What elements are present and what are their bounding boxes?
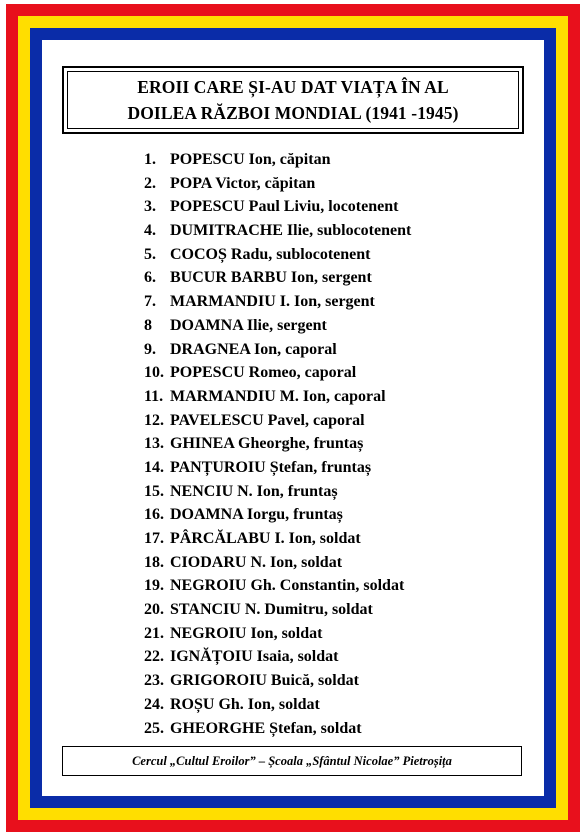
list-item [144, 669, 411, 693]
heroes-list [144, 148, 411, 740]
list-item [144, 361, 411, 385]
list-item [144, 598, 411, 622]
list-item-number: 16. [144, 506, 164, 524]
list-item [144, 195, 411, 219]
list-item [144, 385, 411, 409]
list-item-number: 5. [144, 245, 156, 263]
list-item [144, 314, 411, 338]
list-item-text: IGNĂȚOIU Isaia, soldat [170, 648, 339, 666]
list-item-number: 8 [144, 316, 152, 334]
list-item-text: NEGROIU Ion, soldat [170, 624, 323, 642]
list-item [144, 290, 411, 314]
title-box [62, 66, 524, 134]
list-item-number: 1. [144, 151, 156, 168]
list-item [144, 338, 411, 362]
list-item [144, 409, 411, 433]
list-item-number: 11. [144, 387, 164, 405]
list-item-number: 2. [144, 174, 156, 192]
list-item-text: GRIGOROIU Buică, soldat [170, 672, 359, 690]
list-item [144, 574, 411, 598]
list-item [144, 219, 411, 243]
list-item-number: 25. [144, 719, 164, 737]
list-item-text: STANCIU N. Dumitru, soldat [170, 601, 373, 619]
list-item [144, 693, 411, 717]
footer-box [62, 746, 522, 776]
list-item-text: GHINEA Gheorghe, fruntaș [170, 435, 364, 453]
list-item [144, 456, 411, 480]
list-item-number: 24. [144, 695, 164, 713]
footer-text: Cercul „Cultul Eroilor” – Școala „Sfântul Nicolae” Pietroșița [132, 753, 452, 768]
list-item-text: PAVELESCU Pavel, caporal [170, 411, 365, 429]
list-item-text: MARMANDIU M. Ion, caporal [170, 387, 386, 405]
list-item-number: 9. [144, 340, 156, 358]
list-item-text: PÂRCĂLABU I. Ion, soldat [170, 530, 361, 547]
list-item-number: 12. [144, 411, 164, 429]
list-item-text: POPESCU Ion, căpitan [170, 151, 331, 168]
list-item-number: 20. [144, 601, 164, 619]
list-item-text: GHEORGHE Ștefan, soldat [170, 719, 362, 737]
list-item [144, 172, 411, 196]
list-item-text: BUCUR BARBU Ion, sergent [170, 269, 372, 287]
list-item-text: PANȚUROIU Ștefan, fruntaș [170, 458, 372, 476]
list-item-number: 4. [144, 222, 156, 240]
list-item [144, 480, 411, 504]
list-item-number: 6. [144, 269, 156, 287]
list-item [144, 527, 411, 551]
list-item-text: CIODARU N. Ion, soldat [170, 553, 343, 571]
list-item-number: 21. [144, 624, 164, 642]
list-item-text: POPESCU Romeo, caporal [170, 364, 357, 382]
list-item-number: 23. [144, 672, 164, 690]
list-item [144, 551, 411, 575]
list-item-text: DOAMNA Ilie, sergent [170, 316, 327, 334]
list-item-text: DOAMNA Iorgu, fruntaș [170, 506, 343, 524]
list-item-number: 22. [144, 648, 164, 666]
list-item-number: 14. [144, 458, 164, 476]
list-item [144, 717, 411, 741]
list-item-number: 13. [144, 435, 164, 453]
list-item [144, 266, 411, 290]
list-item [144, 622, 411, 646]
list-item-text: DRAGNEA Ion, caporal [170, 340, 337, 358]
title-line-1: EROII CARE ȘI-AU DAT VIAȚA ÎN AL [137, 77, 449, 97]
list-item-text: COCOȘ Radu, sublocotenent [170, 245, 371, 263]
list-item [144, 148, 411, 172]
list-item-number: 19. [144, 577, 164, 595]
list-item-number: 10. [144, 364, 164, 382]
list-item-text: POPA Victor, căpitan [170, 174, 316, 192]
list-item-number: 7. [144, 293, 156, 311]
title-frame [67, 71, 519, 129]
list-item-number: 3. [144, 198, 156, 216]
list-item-text: DUMITRACHE Ilie, sublocotenent [170, 222, 412, 240]
list-item [144, 243, 411, 267]
list-item-text: NEGROIU Gh. Constantin, soldat [170, 577, 405, 595]
list-item-number: 15. [144, 482, 164, 500]
title-line-2: DOILEA RĂZBOI MONDIAL (1941 -1945) [127, 103, 459, 123]
list-item-text: ROȘU Gh. Ion, soldat [170, 695, 320, 713]
list-item [144, 645, 411, 669]
list-item [144, 503, 411, 527]
list-item [144, 432, 411, 456]
list-item-number: 17. [144, 530, 164, 547]
list-item-number: 18. [144, 553, 164, 571]
list-item-text: MARMANDIU I. Ion, sergent [170, 293, 375, 311]
list-item-text: NENCIU N. Ion, fruntaș [170, 482, 338, 500]
list-item-text: POPESCU Paul Liviu, locotenent [170, 198, 399, 216]
